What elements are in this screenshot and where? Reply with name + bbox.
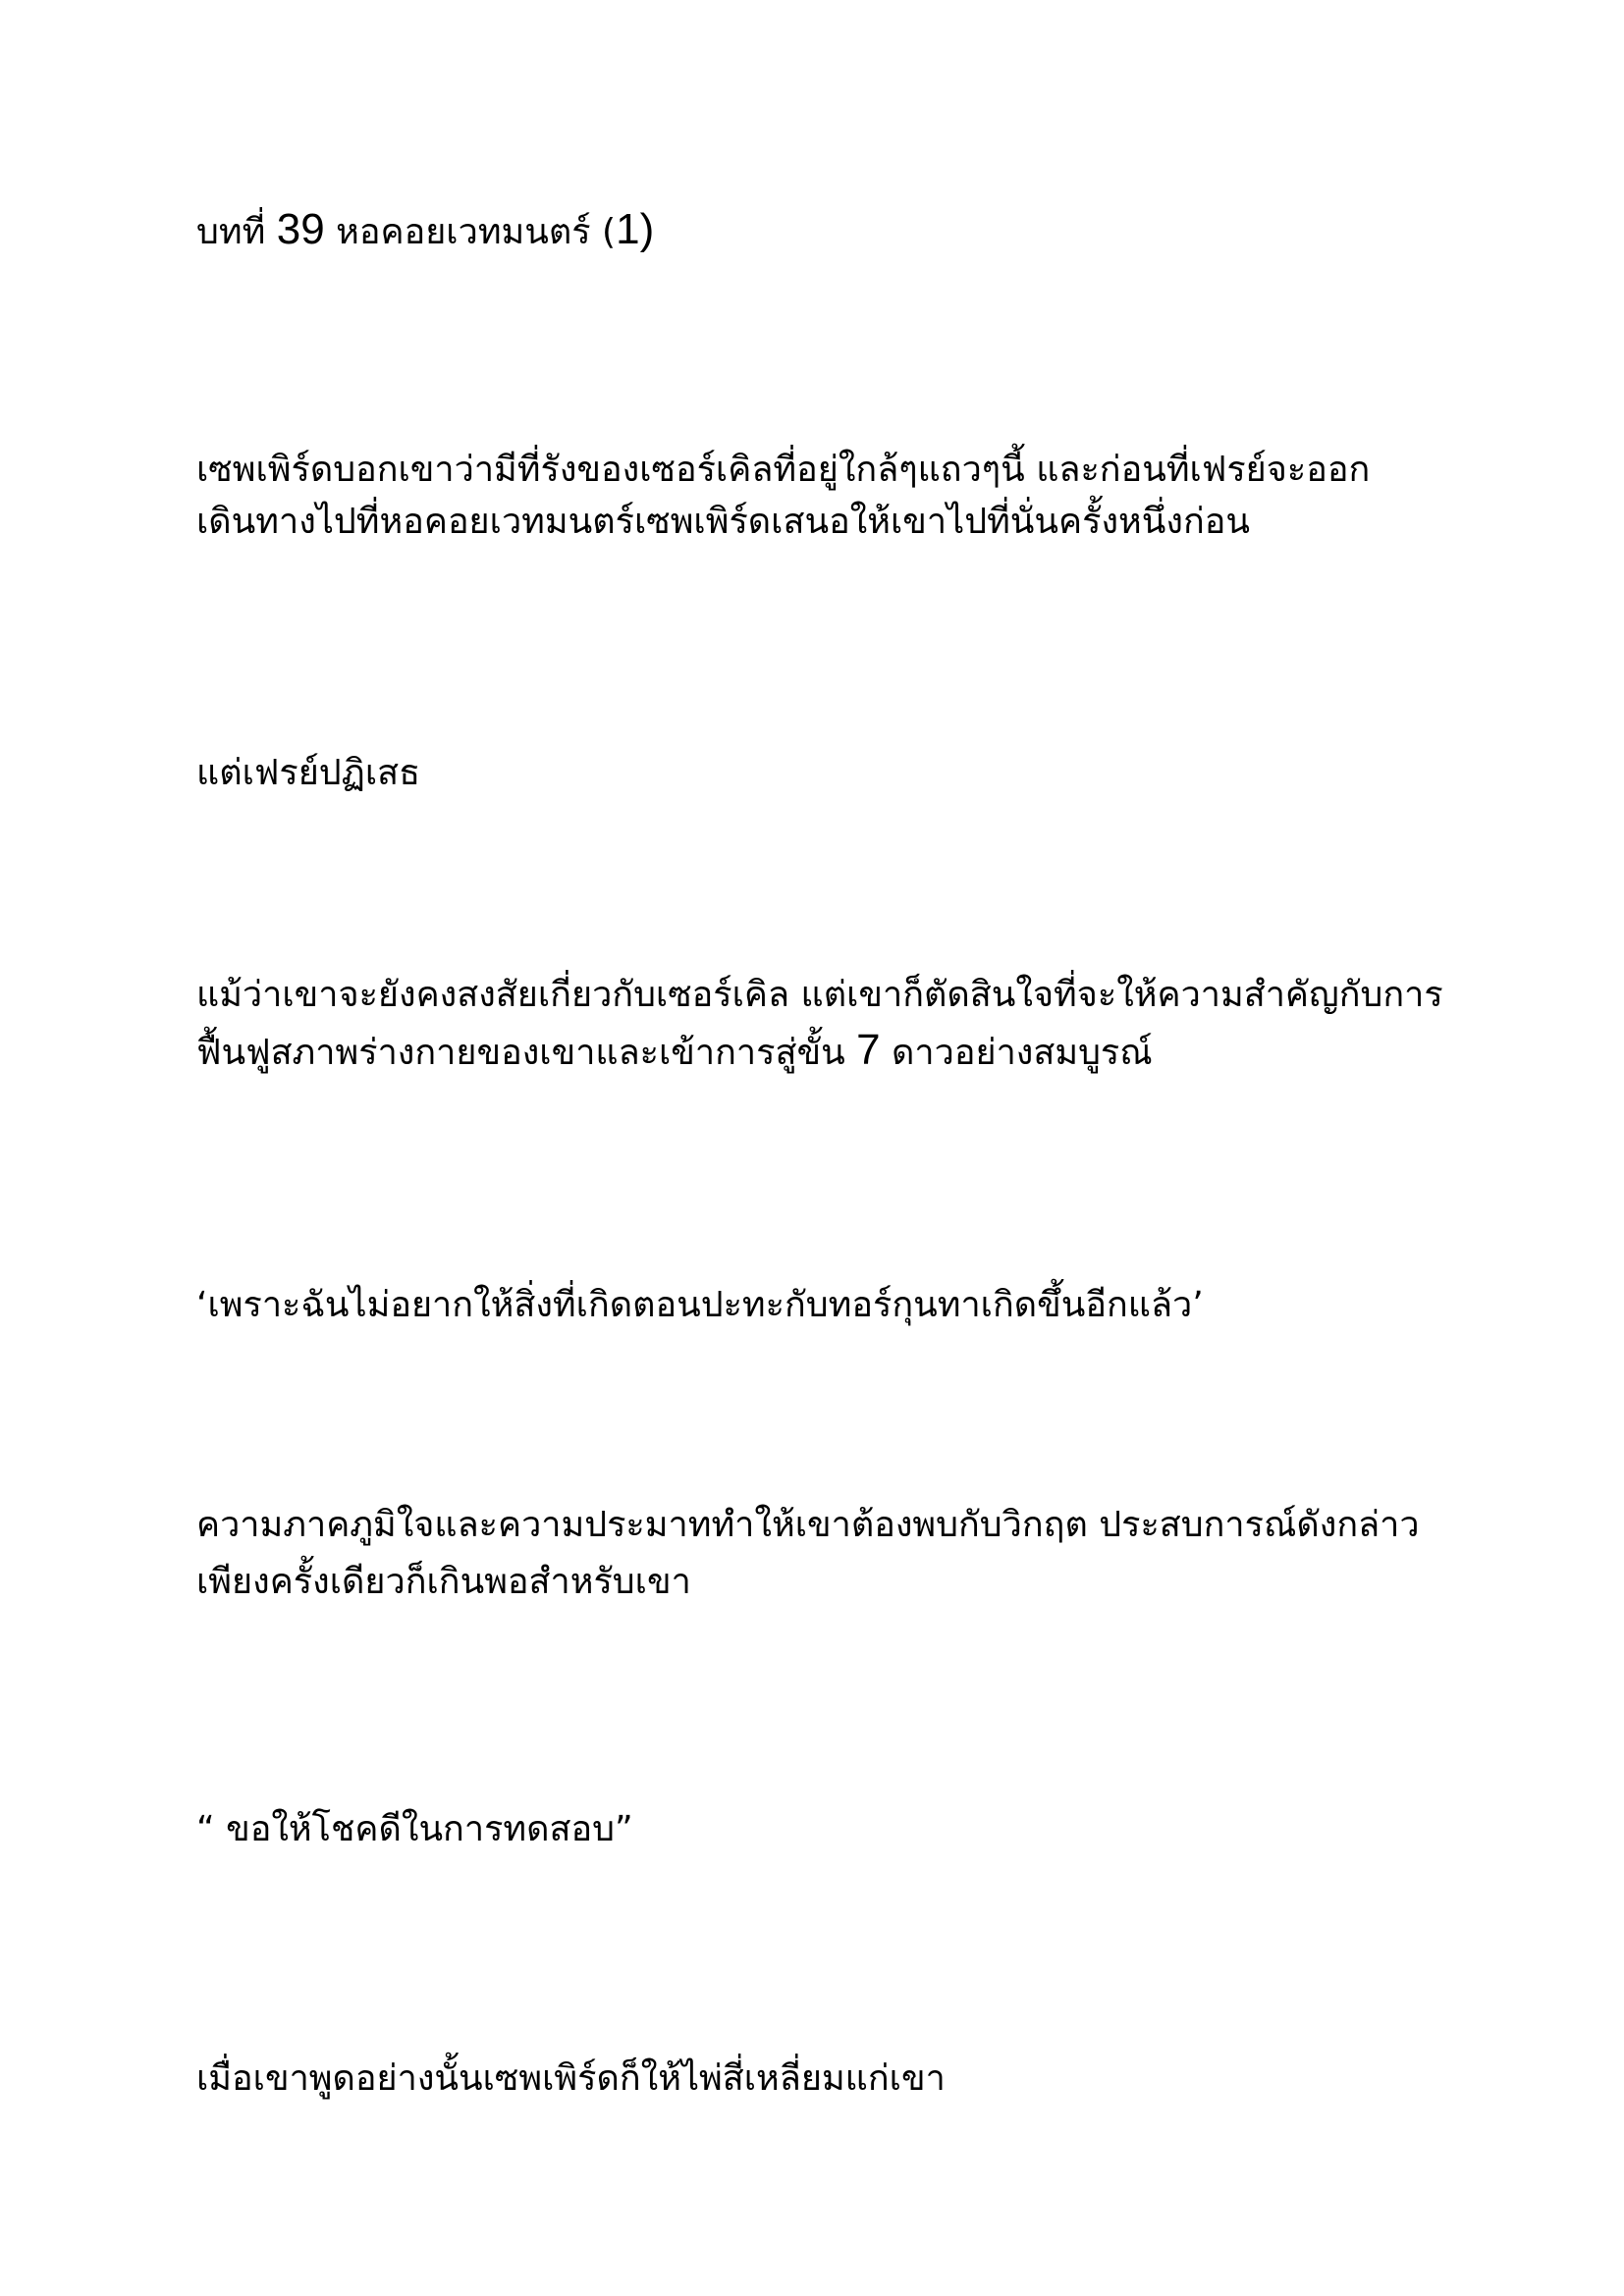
chapter-suffix: ) (639, 205, 655, 253)
chapter-title (196, 206, 654, 256)
paragraph-3-line-2-before: ฟื้นฟูสภาพร่างกายของเขาและเข้าการสู่ขั้น (196, 1033, 857, 1073)
chapter-prefix: บทที่ (196, 212, 277, 252)
chapter-name: หอคอยเวทมนตร์ ( (324, 212, 617, 252)
paragraph-4-line-1: ‘เพราะฉันไม่อยากให้สิ่งที่เกิดตอนปะทะกับทอร์กุนทาเกิดขึ้นอีกแล้ว’ (196, 1285, 1204, 1325)
paragraph-3-line-2 (196, 1027, 1153, 1077)
paragraph-1-line-1: เซพเพิร์ดบอกเขาว่ามีที่รังของเซอร์เคิลที่อยู่ใกล้ๆแถวๆนี้ และก่อนที่เฟรย์จะออก (196, 450, 1371, 490)
paragraph-1-line-2: เดินทางไปที่หอคอยเวทมนตร์เซพเพิร์ดเสนอให้เขาไปที่นั่นครั้งหนึ่งก่อน (196, 502, 1250, 542)
paragraph-5-line-1: ความภาคภูมิใจและความประมาททำให้เขาต้องพบกับวิกฤต ประสบการณ์ดังกล่าว (196, 1505, 1420, 1545)
paragraph-5-line-2: เพียงครั้งเดียวก็เกินพอสำหรับเขา (196, 1562, 691, 1602)
paragraph-6-line-1: “ ขอให้โชคดีในการทดสอบ” (196, 1809, 633, 1849)
paragraph-3-line-1: แม้ว่าเขาจะยังคงสงสัยเกี่ยวกับเซอร์เคิล แต่เขาก็ตัดสินใจที่จะให้ความสำคัญกับการ (196, 975, 1443, 1015)
paragraph-7-line-1: เมื่อเขาพูดอย่างนั้นเซพเพิร์ดก็ให้ไพ่สี่เหลี่ยมแก่เขา (196, 2058, 946, 2099)
star-level-number: 7 (856, 1026, 881, 1074)
paragraph-2-line-1: แต่เฟรย์ปฏิเสธ (196, 753, 421, 793)
chapter-number: 39 (276, 205, 325, 253)
paragraph-3-line-2-after: ดาวอย่างสมบูรณ์ (880, 1033, 1153, 1073)
chapter-part: 1 (616, 205, 640, 253)
